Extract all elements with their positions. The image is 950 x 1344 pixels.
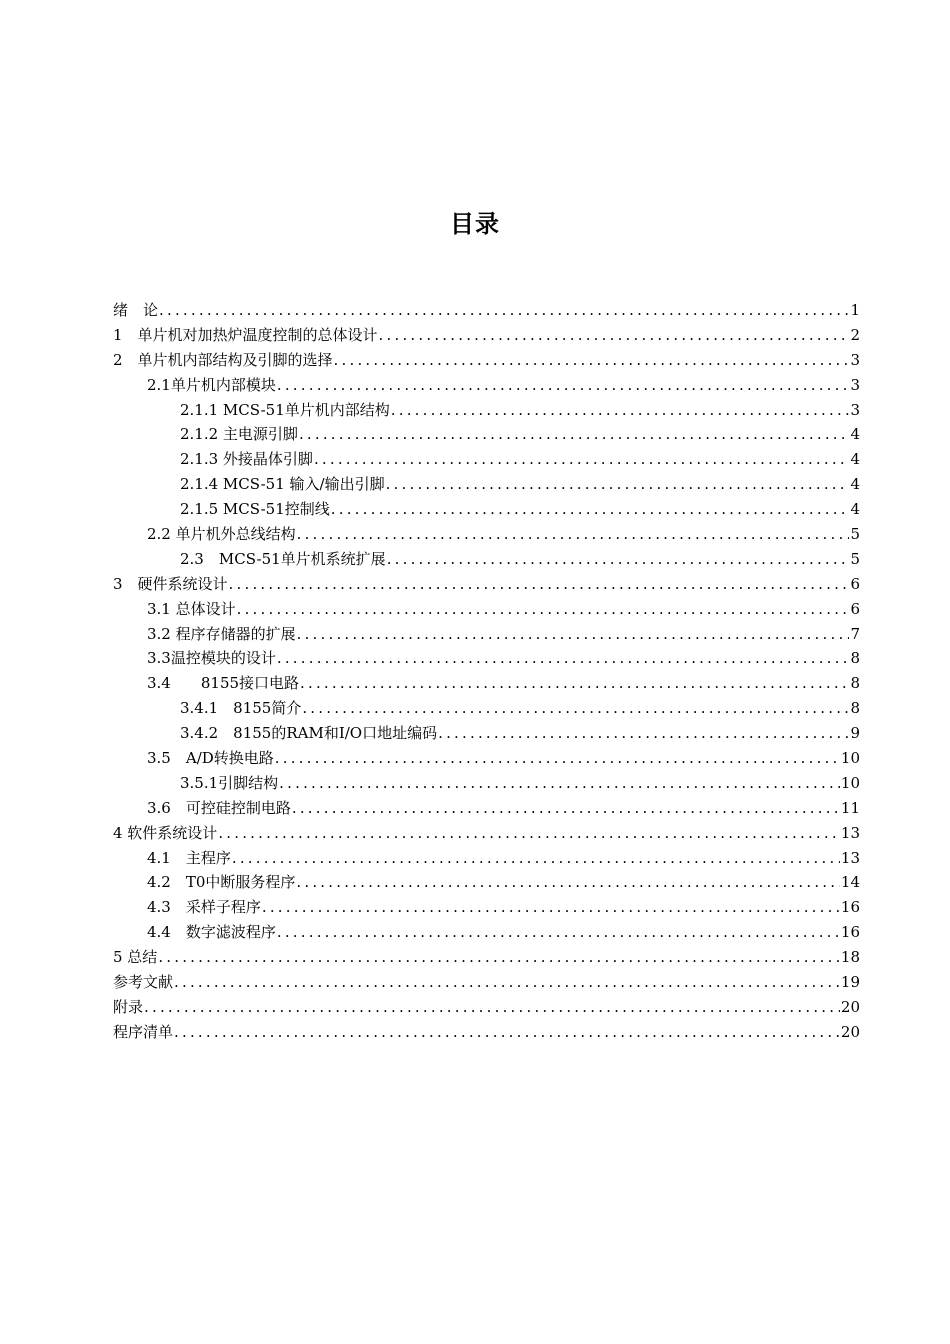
toc-entry[interactable] <box>113 522 860 547</box>
toc-entry-page-number: 6 <box>850 599 860 618</box>
toc-title: 目录 <box>450 210 500 238</box>
toc-entry[interactable] <box>113 373 860 398</box>
toc-entry[interactable] <box>113 945 860 970</box>
toc-entry-label: 3.1 总体设计 <box>147 599 236 618</box>
toc-dot-leader <box>174 1020 840 1045</box>
toc-entry-label: 2 单片机内部结构及引脚的选择 <box>113 350 333 369</box>
toc-entry[interactable] <box>113 323 860 348</box>
toc-entry-page-number: 10 <box>840 749 860 768</box>
toc-entry-label: 3.4.2 8155的RAM和I/O口地址编码 <box>180 724 438 743</box>
toc-entry[interactable] <box>113 472 860 497</box>
toc-dot-leader <box>438 721 849 746</box>
toc-entry-label: 5 总结 <box>113 948 158 967</box>
toc-entry[interactable] <box>113 1020 860 1045</box>
toc-entry-label: 2.1.1 MCS-51单片机内部结构 <box>180 400 390 419</box>
toc-entry-page-number: 8 <box>850 699 860 718</box>
toc-entry[interactable] <box>113 597 860 622</box>
toc-entry-page-number: 3 <box>850 350 860 369</box>
toc-dot-leader <box>144 995 840 1020</box>
toc-dot-leader <box>275 746 840 771</box>
toc-entry-label: 4.2 T0中断服务程序 <box>147 873 296 892</box>
toc-dot-leader <box>331 497 850 522</box>
toc-entry-page-number: 6 <box>850 574 860 593</box>
toc-dot-leader <box>334 348 850 373</box>
toc-entry-page-number: 11 <box>840 798 860 817</box>
toc-entry[interactable] <box>113 696 860 721</box>
toc-entry[interactable] <box>113 646 860 671</box>
toc-entry-label: 3.5.1引脚结构 <box>180 773 279 792</box>
toc-dot-leader <box>218 821 840 846</box>
toc-dot-leader <box>229 572 850 597</box>
toc-entry-label: 2.1.3 外接晶体引脚 <box>180 450 313 469</box>
toc-entry-page-number: 13 <box>840 848 860 867</box>
toc-dot-leader <box>387 547 850 572</box>
toc-dot-leader <box>296 870 840 895</box>
toc-entry-page-number: 1 <box>850 301 860 319</box>
toc-entry-page-number: 10 <box>840 773 860 792</box>
toc-entry[interactable] <box>113 821 860 846</box>
toc-entry-page-number: 4 <box>850 425 860 444</box>
toc-entry-label: 3.3温控模块的设计 <box>147 649 276 668</box>
toc-entry-page-number: 3 <box>850 400 860 419</box>
toc-entry-page-number: 8 <box>850 674 860 693</box>
toc-entry-label: 3.4 8155接口电路 <box>147 674 300 693</box>
toc-entry-label: 1 单片机对加热炉温度控制的总体设计 <box>113 325 378 344</box>
toc-entry-page-number: 2 <box>850 325 860 344</box>
toc-entry[interactable] <box>113 920 860 945</box>
toc-dot-leader <box>391 398 850 423</box>
toc-entry[interactable] <box>113 746 860 771</box>
toc-entry[interactable] <box>113 796 860 821</box>
toc-dot-leader <box>292 796 840 821</box>
toc-entry-page-number: 9 <box>850 724 860 743</box>
toc-entry-page-number: 3 <box>850 375 860 394</box>
toc-entry-label: 参考文献 <box>113 973 174 992</box>
toc-dot-leader <box>314 447 850 472</box>
toc-entry-label: 附录 <box>113 997 144 1016</box>
toc-dot-leader <box>262 895 840 920</box>
toc-entry-page-number: 19 <box>840 973 860 992</box>
toc-dot-leader <box>300 671 849 696</box>
toc-entry-page-number: 4 <box>850 475 860 494</box>
toc-dot-leader <box>277 920 840 945</box>
toc-entry-label: 2.1单片机内部模块 <box>147 375 276 394</box>
toc-entry-page-number: 7 <box>850 624 860 643</box>
toc-entry[interactable] <box>113 547 860 572</box>
toc-entry-label: 程序清单 <box>113 1022 174 1041</box>
toc-dot-leader <box>277 646 850 671</box>
toc-entry-page-number: 5 <box>850 549 860 568</box>
toc-entry[interactable] <box>113 721 860 746</box>
toc-entry[interactable] <box>113 348 860 373</box>
toc-dot-leader <box>237 597 850 622</box>
toc-dot-leader <box>158 945 840 970</box>
toc-entry-page-number: 14 <box>840 873 860 892</box>
toc-entry[interactable] <box>113 771 860 796</box>
toc-entry-label: 4.3 采样子程序 <box>147 898 261 917</box>
toc-entry[interactable] <box>113 298 860 323</box>
toc-entry-page-number: 16 <box>840 923 860 942</box>
toc-dot-leader <box>297 622 850 647</box>
toc-entry-label: 4.4 数字滤波程序 <box>147 923 276 942</box>
toc-entry-label: 3.4.1 8155简介 <box>180 699 302 718</box>
toc-entry-label: 2.1.2 主电源引脚 <box>180 425 298 444</box>
toc-entry-page-number: 4 <box>850 450 860 469</box>
toc-dot-leader <box>159 298 849 323</box>
toc-entry-label: 3 硬件系统设计 <box>113 574 228 593</box>
toc-dot-leader <box>302 696 849 721</box>
toc-entry-label: 4 软件系统设计 <box>113 823 218 842</box>
toc-entry[interactable] <box>113 622 860 647</box>
toc-entry[interactable] <box>113 895 860 920</box>
toc-entry-page-number: 5 <box>850 525 860 544</box>
toc-dot-leader <box>386 472 850 497</box>
toc-dot-leader <box>297 522 850 547</box>
toc-entry[interactable] <box>113 671 860 696</box>
toc-entry-label: 2.2 单片机外总线结构 <box>147 525 296 544</box>
toc-entry[interactable] <box>113 572 860 597</box>
toc-entry-label: 4.1 主程序 <box>147 848 231 867</box>
toc-entry[interactable] <box>113 422 860 447</box>
toc-entry-page-number: 20 <box>840 1022 860 1041</box>
toc-entry-page-number: 8 <box>850 649 860 668</box>
toc-entry[interactable] <box>113 995 860 1020</box>
toc-entry[interactable] <box>113 846 860 871</box>
toc-dot-leader <box>232 846 840 871</box>
toc-entry-page-number: 4 <box>850 500 860 519</box>
toc-entry-label: 绪 论 <box>113 301 159 319</box>
toc-entry-label: 2.1.5 MCS-51控制线 <box>180 500 330 519</box>
toc-entry-label: 3.6 可控硅控制电路 <box>147 798 291 817</box>
toc-entry-label: 3.2 程序存储器的扩展 <box>147 624 296 643</box>
toc-dot-leader <box>277 373 850 398</box>
toc-dot-leader <box>279 771 840 796</box>
toc-entry[interactable] <box>113 398 860 423</box>
toc-entry[interactable] <box>113 497 860 522</box>
toc-entry[interactable] <box>113 447 860 472</box>
toc-dot-leader <box>379 323 850 348</box>
table-of-contents <box>113 298 860 1045</box>
toc-dot-leader <box>299 422 850 447</box>
toc-entry-page-number: 16 <box>840 898 860 917</box>
toc-entry-page-number: 13 <box>840 823 860 842</box>
toc-entry[interactable] <box>113 870 860 895</box>
toc-entry-page-number: 20 <box>840 997 860 1016</box>
toc-entry-page-number: 18 <box>840 948 860 967</box>
toc-entry-label: 3.5 A/D转换电路 <box>147 749 274 768</box>
toc-entry-label: 2.3 MCS-51单片机系统扩展 <box>180 549 386 568</box>
toc-entry[interactable] <box>113 970 860 995</box>
toc-dot-leader <box>174 970 840 995</box>
toc-entry-label: 2.1.4 MCS-51 输入/输出引脚 <box>180 475 385 494</box>
